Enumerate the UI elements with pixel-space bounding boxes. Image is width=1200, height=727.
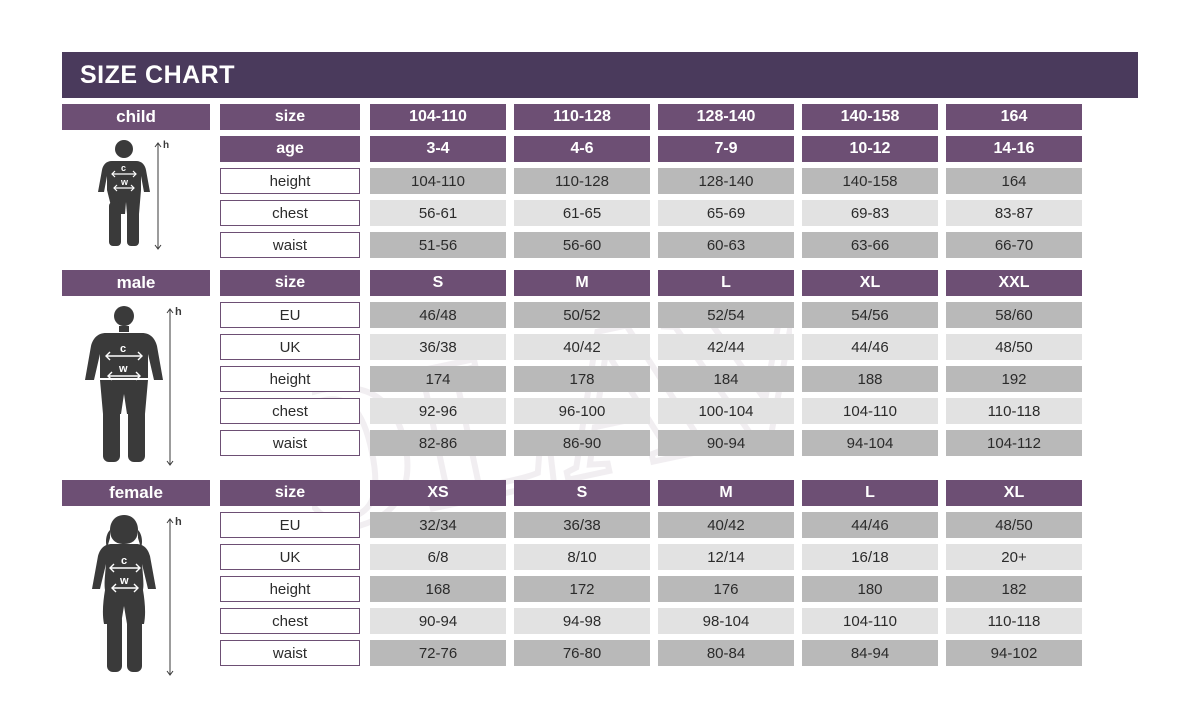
table-cell: XL: [946, 480, 1082, 506]
svg-text:h: h: [175, 516, 182, 528]
table-cell: XS: [370, 480, 506, 506]
row-label-size: size: [220, 270, 360, 296]
size-chart-grid: [62, 104, 1138, 678]
title-bar: [62, 52, 1138, 98]
table-cell: 90-94: [370, 608, 506, 634]
table-cell: 104-110: [370, 168, 506, 194]
table-cell: 140-158: [802, 168, 938, 194]
table-cell: 110-128: [514, 168, 650, 194]
table-cell: 94-102: [946, 640, 1082, 666]
table-cell: 104-110: [370, 104, 506, 130]
table-cell: 36/38: [514, 512, 650, 538]
table-cell: 86-90: [514, 430, 650, 456]
table-cell: 94-104: [802, 430, 938, 456]
row-label-chest: chest: [220, 200, 360, 226]
svg-text:w: w: [119, 363, 128, 375]
group-male-header-row: [62, 270, 1138, 296]
table-row: [220, 334, 1138, 360]
table-cell: 104-112: [946, 430, 1082, 456]
table-cell: S: [370, 270, 506, 296]
table-cell: 76-80: [514, 640, 650, 666]
table-cell: 12/14: [658, 544, 794, 570]
row-label-height: height: [220, 168, 360, 194]
table-cell: 6/8: [370, 544, 506, 570]
table-cell: 56-61: [370, 200, 506, 226]
row-label-waist: waist: [220, 640, 360, 666]
table-cell: 140-158: [802, 104, 938, 130]
group-female-header-row: [62, 480, 1138, 506]
table-cell: 80-84: [658, 640, 794, 666]
table-cell: 56-60: [514, 232, 650, 258]
row-label-uk: UK: [220, 334, 360, 360]
table-cell: 7-9: [658, 136, 794, 162]
table-cell: 84-94: [802, 640, 938, 666]
table-cell: 20+: [946, 544, 1082, 570]
table-cell: 14-16: [946, 136, 1082, 162]
table-cell: 51-56: [370, 232, 506, 258]
row-label-eu: EU: [220, 302, 360, 328]
table-row: [220, 544, 1138, 570]
table-cell: 54/56: [802, 302, 938, 328]
svg-text:w: w: [120, 575, 129, 587]
table-row: [220, 576, 1138, 602]
table-cell: 4-6: [514, 136, 650, 162]
group-male: [62, 270, 1138, 468]
table-cell: 182: [946, 576, 1082, 602]
page-title: SIZE CHART: [80, 60, 235, 89]
table-cell: 98-104: [658, 608, 794, 634]
group-label-male: male: [62, 270, 210, 296]
table-cell: 184: [658, 366, 794, 392]
table-cell: 94-98: [514, 608, 650, 634]
table-cell: XXL: [946, 270, 1082, 296]
group-female: [62, 480, 1138, 678]
table-cell: 90-94: [658, 430, 794, 456]
row-label-height: height: [220, 576, 360, 602]
group-child-header-row: [62, 104, 1138, 130]
table-cell: 32/34: [370, 512, 506, 538]
row-label-waist: waist: [220, 430, 360, 456]
table-cell: S: [514, 480, 650, 506]
table-cell: 174: [370, 366, 506, 392]
svg-text:c: c: [121, 555, 128, 567]
table-cell: 104-110: [802, 608, 938, 634]
table-cell: 10-12: [802, 136, 938, 162]
table-cell: 61-65: [514, 200, 650, 226]
table-cell: 48/50: [946, 512, 1082, 538]
row-label-chest: chest: [220, 398, 360, 424]
table-cell: 42/44: [658, 334, 794, 360]
row-label-height: height: [220, 366, 360, 392]
table-cell: 100-104: [658, 398, 794, 424]
table-cell: M: [658, 480, 794, 506]
table-row: [220, 608, 1138, 634]
row-label-uk: UK: [220, 544, 360, 570]
table-cell: 164: [946, 168, 1082, 194]
group-child: [62, 104, 1138, 258]
group-divider: [62, 258, 1138, 270]
table-cell: 104-110: [802, 398, 938, 424]
row-label-size: size: [220, 480, 360, 506]
table-cell: 92-96: [370, 398, 506, 424]
row-label-age: age: [220, 136, 360, 162]
group-divider: [62, 468, 1138, 480]
svg-text:c: c: [120, 343, 127, 355]
table-row: [220, 430, 1138, 456]
table-row: [220, 232, 1138, 258]
female-figure: [62, 512, 210, 678]
group-label-child: child: [62, 104, 210, 130]
table-cell: 44/46: [802, 512, 938, 538]
table-cell: 128-140: [658, 104, 794, 130]
table-cell: L: [802, 480, 938, 506]
table-cell: 82-86: [370, 430, 506, 456]
table-cell: 180: [802, 576, 938, 602]
row-label-waist: waist: [220, 232, 360, 258]
table-cell: 110-118: [946, 398, 1082, 424]
table-cell: 48/50: [946, 334, 1082, 360]
table-row: [220, 398, 1138, 424]
table-cell: 110-118: [946, 608, 1082, 634]
table-row: [220, 512, 1138, 538]
svg-text:h: h: [163, 140, 170, 151]
table-cell: 96-100: [514, 398, 650, 424]
table-cell: 164: [946, 104, 1082, 130]
table-cell: 65-69: [658, 200, 794, 226]
table-row: [220, 366, 1138, 392]
table-cell: 128-140: [658, 168, 794, 194]
table-cell: 16/18: [802, 544, 938, 570]
table-row: [220, 136, 1138, 162]
table-cell: 168: [370, 576, 506, 602]
table-cell: 50/52: [514, 302, 650, 328]
table-cell: 52/54: [658, 302, 794, 328]
table-cell: 58/60: [946, 302, 1082, 328]
child-figure: [62, 136, 210, 252]
size-chart-sheet: [62, 52, 1138, 660]
table-cell: 72-76: [370, 640, 506, 666]
table-cell: 192: [946, 366, 1082, 392]
table-cell: 63-66: [802, 232, 938, 258]
row-label-eu: EU: [220, 512, 360, 538]
table-cell: XL: [802, 270, 938, 296]
table-cell: 178: [514, 366, 650, 392]
table-cell: 36/38: [370, 334, 506, 360]
group-label-female: female: [62, 480, 210, 506]
svg-text:c: c: [121, 163, 127, 173]
table-cell: 60-63: [658, 232, 794, 258]
row-label-size: size: [220, 104, 360, 130]
table-cell: 188: [802, 366, 938, 392]
male-figure: [62, 302, 210, 468]
svg-text:h: h: [175, 306, 182, 318]
table-cell: 40/42: [658, 512, 794, 538]
table-cell: 8/10: [514, 544, 650, 570]
table-row: [220, 200, 1138, 226]
table-cell: 3-4: [370, 136, 506, 162]
table-cell: 46/48: [370, 302, 506, 328]
table-cell: 40/42: [514, 334, 650, 360]
table-cell: L: [658, 270, 794, 296]
table-row: [220, 640, 1138, 666]
table-cell: 172: [514, 576, 650, 602]
svg-text:w: w: [121, 177, 129, 187]
row-label-chest: chest: [220, 608, 360, 634]
table-cell: 66-70: [946, 232, 1082, 258]
table-cell: 44/46: [802, 334, 938, 360]
table-cell: 110-128: [514, 104, 650, 130]
table-cell: 83-87: [946, 200, 1082, 226]
table-row: [220, 168, 1138, 194]
table-cell: 69-83: [802, 200, 938, 226]
table-cell: 176: [658, 576, 794, 602]
table-row: [220, 302, 1138, 328]
table-cell: M: [514, 270, 650, 296]
